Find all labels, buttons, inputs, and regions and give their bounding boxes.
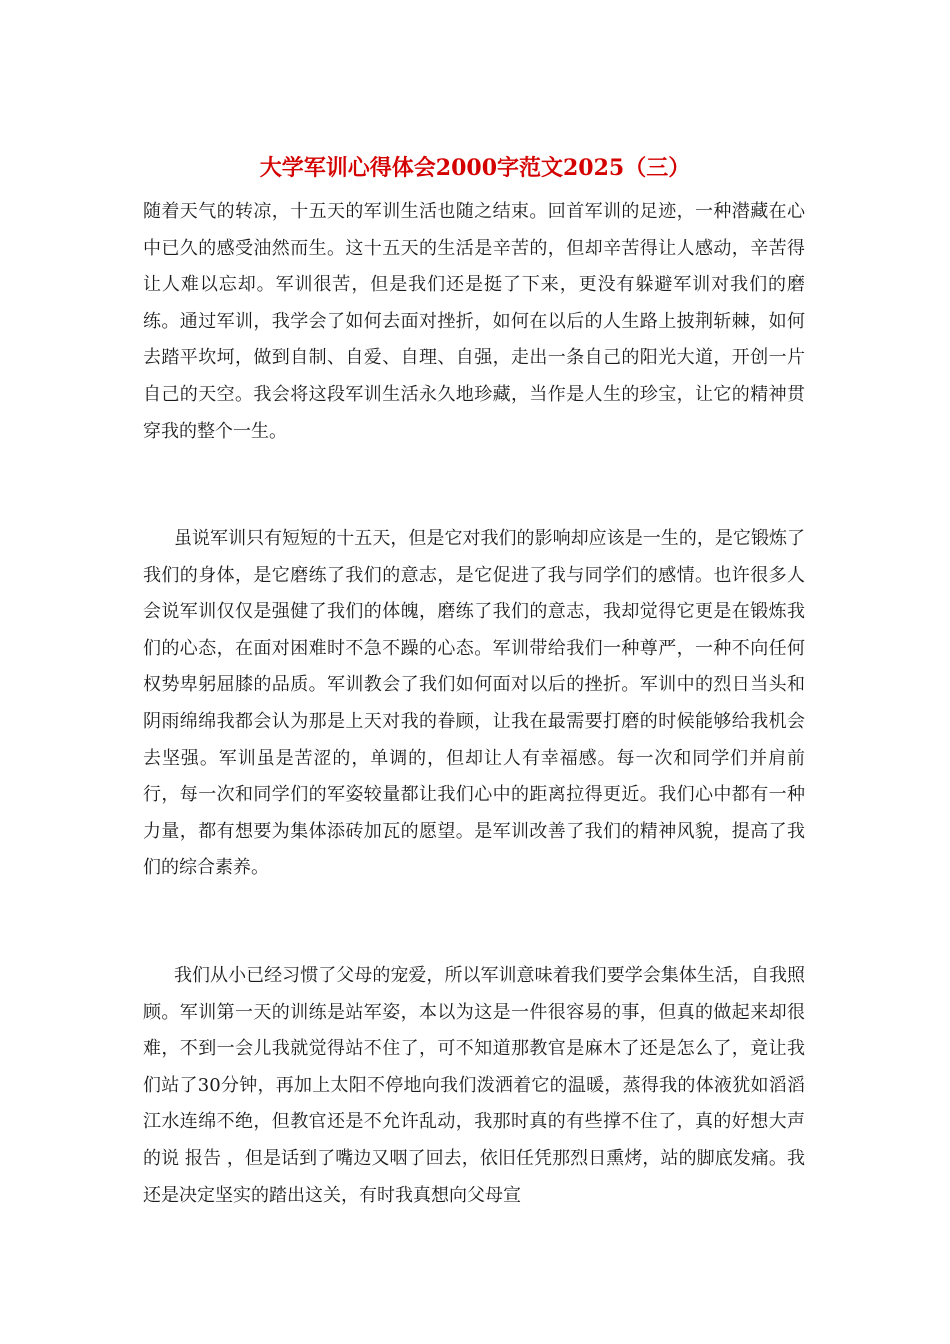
paragraph-2: 虽说军训只有短短的十五天，但是它对我们的影响却应该是一生的，是它锻炼了我们的身体，是它磨练了我们的意志，是它促进了我与同学们的感情。也许很多人会说军训仅仅是强健了我们的体魄，磨练了我们的意志，我却觉得它更是在锻炼我们的心态，在面对困难时不急不躁的心态。军训带给我们一种尊严，一种不向任何权势卑躬屈膝的品质。军训教会了我们如何面对以后的挫折。军训中的烈日当头和阴雨绵绵我都会认为那是上天对我的眷顾，让我在最需要打磨的时候能够给我机会去坚强。军训虽是苦涩的，单调的，但却让人有幸福感。每一次和同学们并肩前行，每一次和同学们的军姿较量都让我们心中的距离拉得更近。我们心中都有一种力量，都有想要为集体添砖加瓦的愿望。是军训改善了我们的精神风貌，提高了我们的综合素养。 <box>143 528 805 879</box>
document-title: 大学军训心得体会2000字范文2025（三） <box>259 155 691 181</box>
paragraph-3: 我们从小已经习惯了父母的宠爱，所以军训意味着我们要学会集体生活，自我照顾。军训第一天的训练是站军姿，本以为这是一件很容易的事，但真的做起来却很难，不到一会儿我就觉得站不住了，可不知道那教官是麻木了还是怎么了，竟让我们站了30分钟，再加上太阳不停地向我们泼洒着它的温暖，蒸得我的体液犹如滔滔江水连绵不绝，但教官还是不允许乱动，我那时真的有些撑不住了，真的好想大声的说 报告 ，但是话到了嘴边又咽了回去，依旧任凭那烈日熏烤，站的脚底发痛。我还是决定坚实的踏出这关，有时我真想向父母宣 <box>143 965 805 1206</box>
paragraph-1: 随着天气的转凉，十五天的军训生活也随之结束。回首军训的足迹，一种潜藏在心中已久的感受油然而生。这十五天的生活是辛苦的，但却辛苦得让人感动，辛苦得让人难以忘却。军训很苦，但是我们还是挺了下来，更没有躲避军训对我们的磨练。通过军训，我学会了如何去面对挫折，如何在以后的人生路上披荆斩棘，如何去踏平坎坷，做到自制、自爱、自理、自强，走出一条自己的阳光大道，开创一片自己的天空。我会将这段军训生活永久地珍藏，当作是人生的珍宝，让它的精神贯穿我的整个一生。 <box>143 201 805 442</box>
